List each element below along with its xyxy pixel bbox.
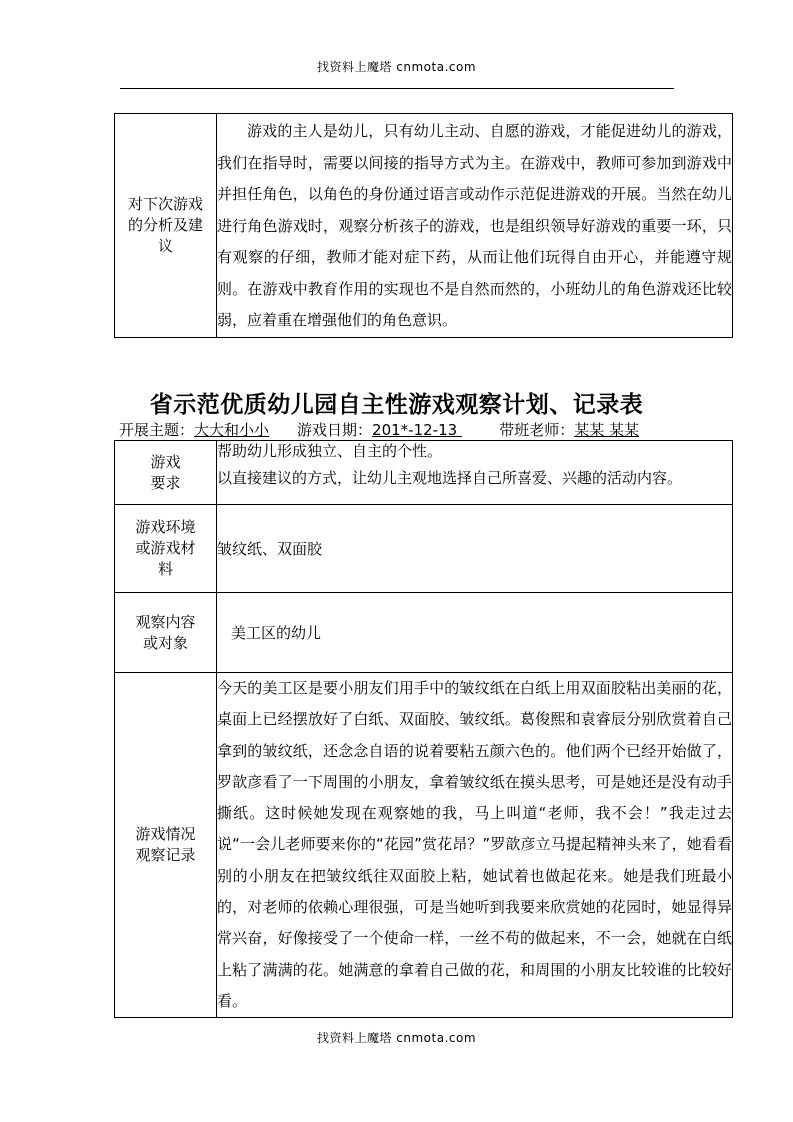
analysis-label-text: 对下次游戏的分析及建议: [127, 194, 203, 255]
environment-cell: [217, 505, 733, 593]
theme-label: 开展主题：: [119, 421, 195, 439]
environment-value: 皱纹纸、双面胶: [217, 540, 323, 558]
target-value: 美工区的幼儿: [231, 624, 322, 642]
teacher-label: 带班老师：: [499, 421, 575, 439]
observation-paragraph: 今天的美工区是要小朋友们用手中的皱纹纸在白纸上用双面胶粘出美丽的花，桌面上已经摆放好了白纸、双面胶、皱纹纸。葛俊熙和袁睿辰分别欣赏着自己拿到的皱纹纸，还念念自语的说着要粘五颜六色的。他们两个已经开始做了，罗歆彦看了一下周围的小朋友，拿着皱纹纸在摸头思考，可是她还是没有动手撕纸。这时候她发现在观察她的我，马上叫道“老师，我不会！”我走过去说“一会儿老师要来你的“花园”赏花昂？”罗歆彦立马提起精神头来了，她看看别的小朋友在把皱纹纸往双面胶上粘，她试着也做起花来。她是我们班最小的，对老师的依赖心理很强，可是当她听到我要来欣赏她的花园时，她显得异常兴奋，好像接受了一个使命一样，一丝不苟的做起来，不一会，她就在白纸上粘了满满的花。她满意的拿着自己做的花，和周围的小朋友比较谁的比较好看。: [217, 679, 732, 1010]
page-footer-text: 找资料上魔塔 cnmota.com: [316, 1031, 477, 1045]
environment-label-text: 游戏环境或游戏材料: [135, 518, 196, 578]
header-divider: [120, 88, 674, 89]
requirement-cell: [217, 441, 733, 505]
analysis-content-cell: [217, 114, 733, 338]
requirement-label: [115, 441, 217, 505]
form-meta-row: [119, 419, 719, 440]
requirement-line-1: 帮助幼儿形成独立、自主的个性。: [217, 442, 443, 460]
theme-value: 大大和小小: [194, 421, 270, 439]
observation-row: [115, 673, 733, 1018]
date-label: 游戏日期：: [297, 421, 373, 439]
environment-row: [115, 505, 733, 593]
requirement-label-text: 游戏要求: [150, 452, 181, 492]
observation-label: [115, 673, 217, 1018]
form-title: 省示范优质幼儿园自主性游戏观察计划、记录表: [149, 391, 644, 418]
record-table: [114, 440, 733, 1018]
target-label-text: 观察内容或对象: [135, 612, 196, 652]
observation-label-text: 游戏情况观察记录: [135, 825, 196, 865]
target-row: [115, 593, 733, 673]
environment-label: [115, 505, 217, 593]
analysis-table: [114, 113, 733, 338]
teacher-value: 某某 某某: [574, 421, 639, 439]
page-header-text: 找资料上魔塔 cnmota.com: [316, 60, 477, 74]
analysis-paragraph: 游戏的主人是幼儿，只有幼儿主动、自愿的游戏，才能促进幼儿的游戏，我们在指导时，需要以间接的指导方式为主。在游戏中，教师可参加到游戏中并担任角色，以角色的身份通过语言或动作示范促进游戏的开展。当然在幼儿进行角色游戏时，观察分析孩子的游戏，也是组织领导好游戏的重要一环，只有观察的仔细，教师才能对症下药，从而让他们玩得自由开心，并能遵守规则。在游戏中教育作用的实现也不是自然而然的，小班幼儿的角色游戏还比较弱，应着重在增强他们的角色意识。: [217, 122, 732, 329]
requirement-line-2: 以直接建议的方式，让幼儿主观地选择自己所喜爱、兴趣的活动内容。: [217, 469, 683, 487]
target-cell: [217, 593, 733, 673]
date-value: 201*-12-13: [372, 421, 458, 439]
requirement-row: [115, 441, 733, 505]
target-label: [115, 593, 217, 673]
analysis-label: [115, 114, 217, 338]
observation-cell: [217, 673, 733, 1018]
